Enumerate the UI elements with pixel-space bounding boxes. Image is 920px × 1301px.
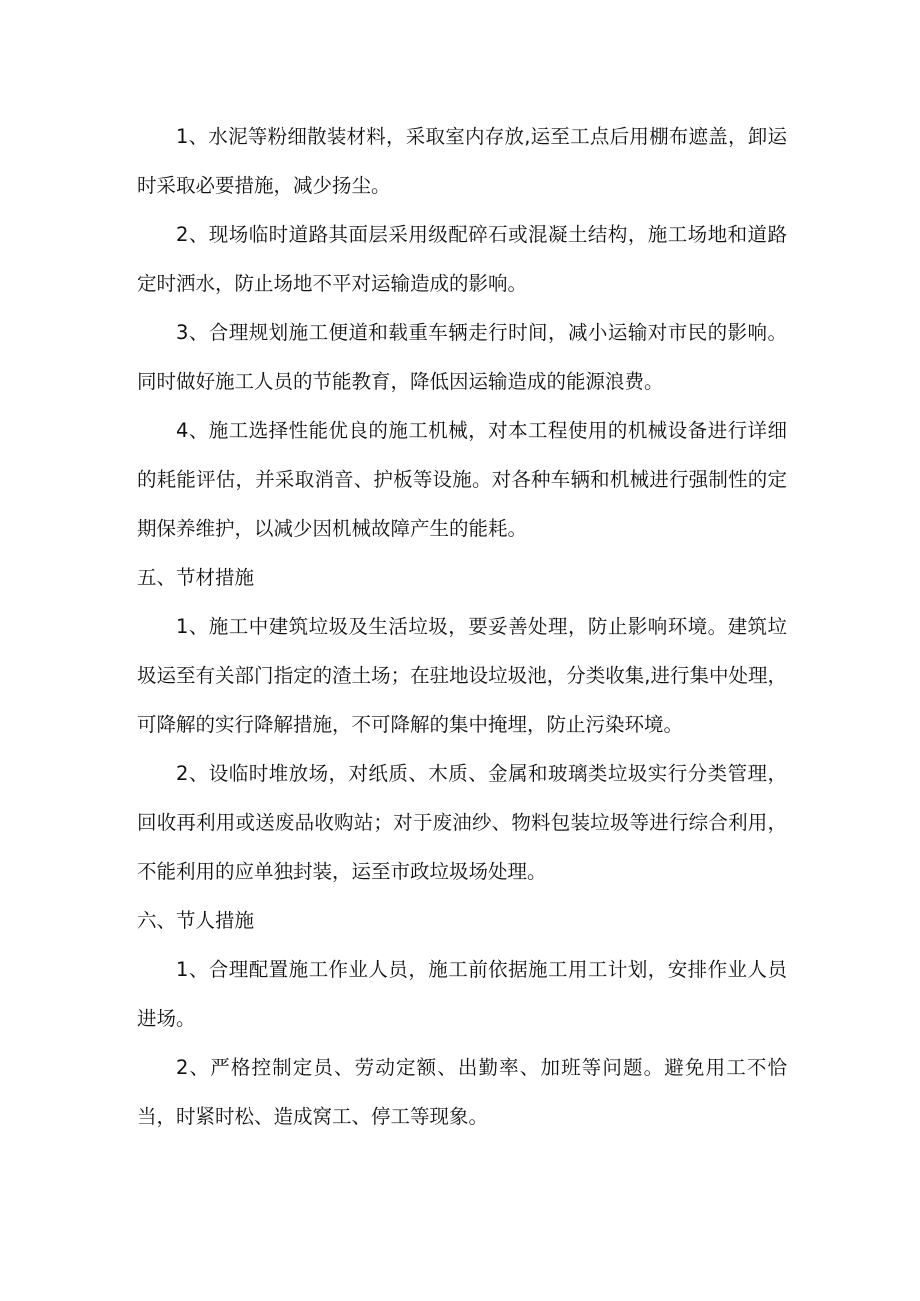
- section-heading-material-saving: 五、节材措施: [137, 566, 255, 589]
- paragraph-temporary-roads: 2、现场临时道路其面层采用级配碎石或混凝土结构，施工场地和道路定时洒水，防止场地不平对运输造成的影响。: [137, 223, 787, 295]
- paragraph-machinery-selection: 4、施工选择性能优良的施工机械，对本工程使用的机械设备进行详细的耗能评估，并采取消音、护板等设施。对各种车辆和机械进行强制性的定期保养维护，以减少因机械故障产生的能耗。: [137, 419, 787, 540]
- paragraph-cement-storage: 1、水泥等粉细散装材料，采取室内存放,运至工点后用棚布遮盖，卸运时采取必要措施，减少扬尘。: [137, 125, 787, 197]
- paragraph-staffing: 1、合理配置施工作业人员，施工前依据施工用工计划，安排作业人员进场。: [137, 958, 787, 1030]
- paragraph-transport-planning: 3、合理规划施工便道和载重车辆走行时间，减小运输对市民的影响。同时做好施工人员的节能教育，降低因运输造成的能源浪费。: [137, 321, 787, 393]
- paragraph-waste-sorting: 2、设临时堆放场，对纸质、木质、金属和玻璃类垃圾实行分类管理，回收再利用或送废品收购站；对于废油纱、物料包装垃圾等进行综合利用，不能利用的应单独封装，运至市政垃圾场处理。: [137, 762, 787, 883]
- paragraph-labor-control: 2、严格控制定员、劳动定额、出勤率、加班等问题。避免用工不恰当，时紧时松、造成窝工、停工等现象。: [137, 1056, 787, 1128]
- document-body: [137, 112, 787, 1141]
- paragraph-waste-handling: 1、施工中建筑垃圾及生活垃圾，要妥善处理，防止影响环境。建筑垃圾运至有关部门指定的渣土场；在驻地设垃圾池，分类收集,进行集中处理，可降解的实行降解措施，不可降解的集中掩埋，防止污染环境。: [137, 615, 787, 736]
- section-heading-labor-saving: 六、节人措施: [137, 909, 255, 932]
